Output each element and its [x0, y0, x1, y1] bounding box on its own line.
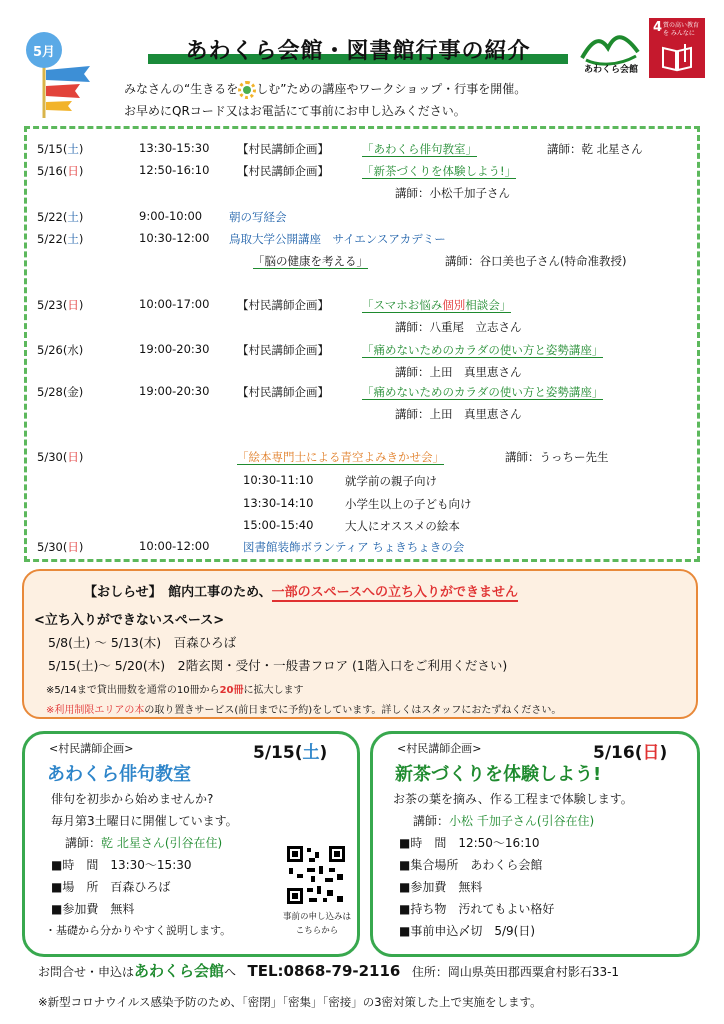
page-title-bar: [148, 34, 568, 64]
schedule-subtitle: 「脳の健康を考える」: [253, 254, 368, 268]
notice-closure-1: 5/8(土) 〜 5/13(木) 百森ひろば: [48, 635, 237, 650]
schedule-event: 「痛めないためのカラダの使い方と姿勢講座」: [362, 385, 604, 399]
notice-box: [22, 569, 698, 719]
schedule-time: 19:00-20:30: [139, 384, 210, 398]
card-line: ■事前申込〆切 5/9(日): [399, 924, 536, 938]
card-line: 毎月第3土曜日に開催しています。: [51, 814, 238, 828]
card-title: 新茶づくりを体験しよう!: [395, 764, 602, 785]
schedule-box: [24, 126, 700, 562]
card-lecturer: 講師：乾 北星さん(引谷在住): [65, 836, 223, 850]
card-line: お茶の葉を摘み、作る工程まで体験します。: [393, 792, 633, 806]
card-line: ■時 間 13:30〜15:30: [51, 858, 192, 872]
schedule-date: 5/22(土): [37, 210, 84, 224]
schedule-time: 19:00-20:30: [139, 342, 210, 356]
card-date: 5/15(土): [253, 743, 328, 763]
intro-post: しむ”ための講座やワークショップ・行事を開催。: [256, 82, 527, 96]
schedule-date: 5/15(土): [37, 142, 84, 156]
schedule-lecturer: 講師：上田 真里恵さん: [395, 365, 522, 379]
notice-loan-limit: ※5/14まで貸出冊数を通常の10冊から20冊に拡大します: [46, 685, 304, 696]
qr-caption: 事前の申し込みは こちらから: [282, 912, 351, 936]
phone-number[interactable]: 0868-79-2116: [283, 962, 401, 980]
tel-label: TEL:: [247, 962, 284, 980]
sdg-4-badge: [649, 18, 705, 78]
book-pen-icon: [661, 42, 693, 72]
schedule-category: 【村民講師企画】: [237, 142, 329, 156]
schedule-lecturer: 講師：うっちー先生: [505, 450, 609, 464]
schedule-time: 12:50-16:10: [139, 163, 210, 177]
schedule-date: 5/23(日): [37, 298, 84, 312]
card-line: ■持ち物 汚れてもよい格好: [399, 902, 555, 916]
covid-note: ※新型コロナウイルス感染予防のため、「密閉」「密集」「密接」の3密対策した上で実施をします。: [38, 995, 542, 1009]
schedule-event: 朝の写経会: [229, 210, 287, 224]
schedule-event: 「痛めないためのカラダの使い方と姿勢講座」: [362, 343, 604, 357]
schedule-event: 「新茶づくりを体験しよう!」: [362, 164, 517, 178]
schedule-category: 【村民講師企画】: [237, 298, 329, 312]
card-line: ■時 間 12:50〜16:10: [399, 836, 540, 850]
schedule-date: 5/30(日): [37, 450, 84, 464]
address: 住所：岡山県英田郡西粟倉村影石33-1: [411, 965, 620, 979]
intro-line2: お早めにQRコード又はお電話にて事前にお申し込みください。: [124, 104, 466, 118]
storytime-slot-time: 10:30-11:10: [243, 473, 314, 487]
schedule-time: 10:00-12:00: [139, 539, 210, 553]
qr-code-icon[interactable]: [285, 844, 347, 906]
card-line: ■集合場所 あわくら会館: [399, 858, 543, 872]
card-line: ・基礎から分かりやすく説明します。: [45, 924, 232, 937]
card-lecturer: 講師：小松 千加子さん(引谷在住): [413, 814, 595, 828]
schedule-category: 【村民講師企画】: [237, 164, 329, 178]
intro-pre: みなさんの“生きるを: [124, 82, 239, 96]
card-line: ■場 所 百森ひろば: [51, 880, 171, 894]
schedule-time: 10:00-17:00: [139, 297, 210, 311]
schedule-date: 5/16(日): [37, 164, 84, 178]
schedule-time: 13:30-15:30: [139, 141, 210, 155]
schedule-lecturer: 講師：乾 北星さん: [547, 142, 643, 156]
card-tag: <村民講師企画>: [49, 742, 134, 755]
schedule-event: 図書館装飾ボランティア ちょきちょきの会: [243, 540, 465, 554]
notice-reserve-service: ※利用制限エリアの本の取り置きサービス(前日までに予約)をしています。詳しくはスタッフにおたずねください。: [46, 705, 562, 716]
card-title: あわくら俳句教室: [47, 764, 191, 785]
sdg-text: 質の高い教育を みんなに: [663, 22, 700, 37]
schedule-date: 5/26(水): [37, 343, 84, 357]
notice-closure-2: 5/15(土)〜 5/20(木) 2階玄関・受付・一般書フロア (1階入口をご利用ください): [48, 658, 508, 673]
schedule-date: 5/30(日): [37, 540, 84, 554]
storytime-slot-label: 就学前の親子向け: [345, 474, 437, 488]
schedule-date: 5/22(土): [37, 232, 84, 246]
page-title: あわくら会館・図書館行事の紹介: [185, 39, 531, 64]
card-tag: <村民講師企画>: [397, 742, 482, 755]
notice-heading: 【おしらせ】 館内工事のため、一部のスペースへの立ち入りができません: [84, 585, 518, 600]
intro-text: [124, 78, 526, 122]
haiku-class-card: [22, 731, 360, 957]
card-line: ■参加費 無料: [399, 880, 483, 894]
notice-subheading: <立ち入りができないスペース>: [34, 613, 225, 628]
contact-footer: お問合せ・申込はあわくら会館へ TEL:0868-79-2116 住所：岡山県英田郡西粟倉村影石33-1: [38, 962, 620, 980]
sun-icon: [238, 81, 256, 99]
schedule-category: 【村民講師企画】: [237, 343, 329, 357]
schedule-date: 5/28(金): [37, 385, 84, 399]
sdg-number: 4: [653, 20, 663, 35]
storytime-slot-time: 15:00-15:40: [243, 518, 314, 532]
storytime-slot-label: 大人にオススメの絵本: [345, 519, 460, 533]
storytime-slot-label: 小学生以上の子ども向け: [345, 497, 472, 511]
schedule-event: 「あわくら俳句教室」: [362, 142, 477, 156]
month-badge: 5月: [26, 32, 62, 68]
schedule-lecturer: 講師：上田 真里恵さん: [395, 407, 522, 421]
schedule-time: 9:00-10:00: [139, 209, 203, 223]
schedule-event: 「スマホお悩み個別相談会」: [362, 298, 512, 312]
card-line: ■参加費 無料: [51, 902, 135, 916]
card-date: 5/16(日): [593, 743, 668, 763]
storytime-slot-time: 13:30-14:10: [243, 496, 314, 510]
schedule-lecturer: 講師：谷口美也子さん(特命准教授): [445, 254, 627, 268]
schedule-lecturer: 講師：小松千加子さん: [395, 186, 510, 200]
schedule-lecturer: 講師：八重尾 立志さん: [395, 320, 522, 334]
schedule-category: 【村民講師企画】: [237, 385, 329, 399]
tea-making-card: [370, 731, 700, 957]
schedule-event: 「絵本専門士による青空よみきかせ会」: [237, 450, 444, 464]
logo-text: あわくら会館: [583, 65, 638, 75]
card-line: 俳句を初歩から始めませんか?: [51, 792, 214, 806]
schedule-event: 鳥取大学公開講座 サイエンスアカデミー: [229, 232, 446, 246]
schedule-time: 10:30-12:00: [139, 231, 210, 245]
